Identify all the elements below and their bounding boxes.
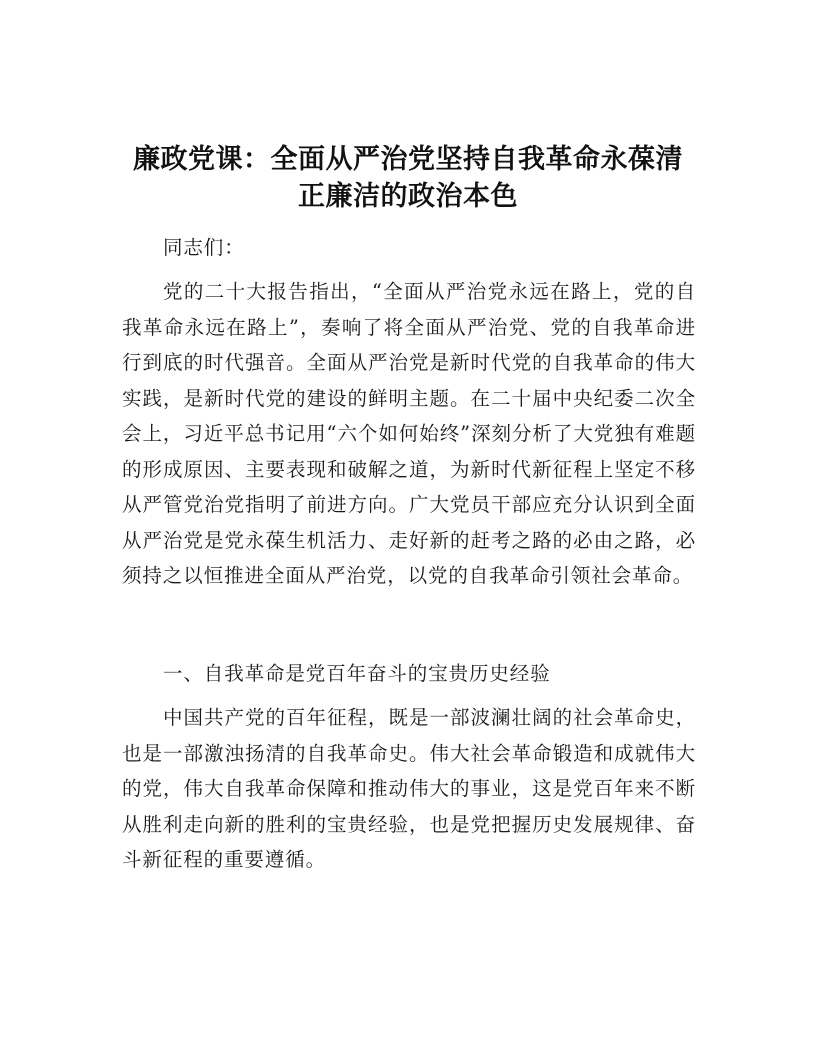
section-heading-1: 一、自我革命是党百年奋斗的宝贵历史经验 bbox=[163, 662, 551, 685]
greeting-paragraph: 同志们： bbox=[163, 236, 245, 259]
document-title-line-1: 廉政党课：全面从严治党坚持自我革命永葆清 bbox=[133, 144, 683, 175]
body-paragraph-section-1: 中国共产党的百年征程，既是一部波澜壮阔的社会革命史，也是一部激浊扬清的自我革命史。伟大社会革命锻造和成就伟大的党，伟大自我革命保障和推动伟大的事业，这是党百年来不断从胜利走向新的胜利的宝贵经验，也是党把握历史发展规律、奋斗新征程的重要遵循。 bbox=[122, 706, 696, 871]
document-title-line-2: 正廉洁的政治本色 bbox=[298, 181, 518, 212]
body-paragraph-intro: 党的二十大报告指出，“全面从严治党永远在路上，党的自我革命永远在路上”，奏响了将全面从严治党、党的自我革命进行到底的时代强音。全面从严治党是新时代党的自我革命的伟大实践，是新时代党的建设的鲜明主题。在二十届中央纪委二次全会上，习近平总书记用“六个如何始终”深刻分析了大党独有难题的形成原因、主要表现和破解之道，为新时代新征程上坚定不移从严管党治党指明了前进方向。广大党员干部应充分认识到全面从严治党是党永葆生机活力、走好新的赶考之路的必由之路，必须持之以恒推进全面从严治党，以党的自我革命引领社会革命。 bbox=[122, 280, 696, 587]
